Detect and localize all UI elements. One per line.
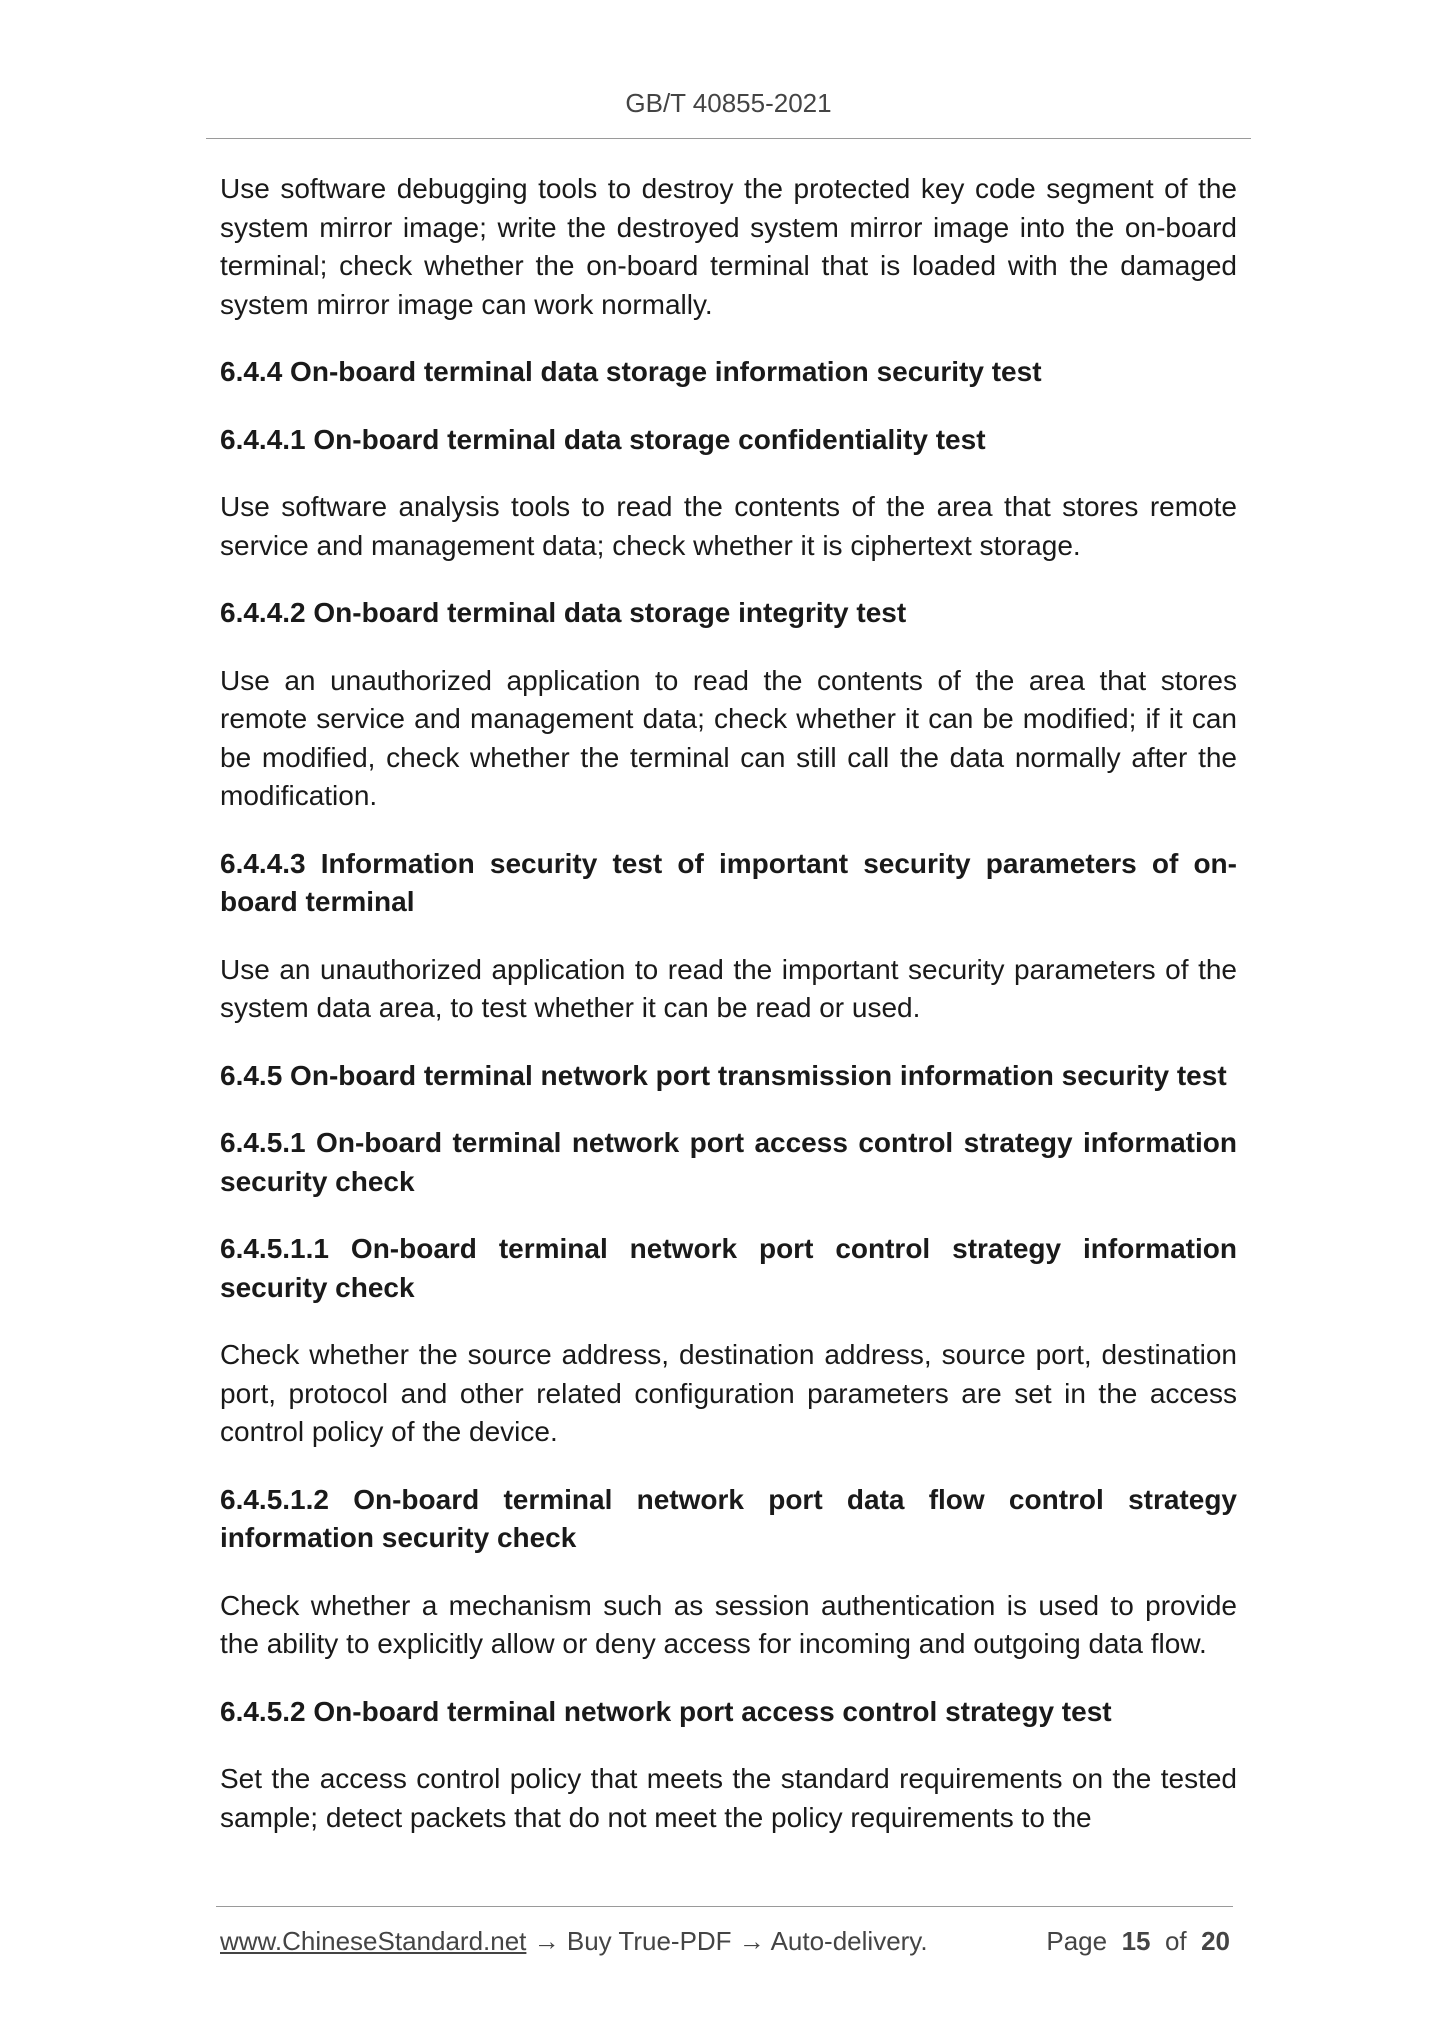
current-page-number: 15 xyxy=(1121,1926,1151,1956)
total-pages-number: 20 xyxy=(1201,1926,1230,1956)
footer-promo xyxy=(220,1926,928,1957)
paragraph: Use an unauthorized application to read the contents of the area that stores remote service and management data; check whether it can be modified; if it can be modified, check whether the terminal can still call the data normally after the modification. xyxy=(220,664,1237,811)
footer-divider xyxy=(216,1906,1233,1907)
section-heading: 6.4.5.1.2 On-board terminal network port data flow control strategy information security check xyxy=(220,1483,1237,1553)
page-indicator xyxy=(1046,1926,1230,1957)
footer-tagline: → Buy True-PDF → Auto-delivery. xyxy=(526,1926,928,1956)
page-label: Page xyxy=(1046,1926,1108,1956)
section-heading: 6.4.5.1 On-board terminal network port access control strategy information security check xyxy=(220,1127,1237,1197)
paragraph: Use software analysis tools to read the contents of the area that stores remote service and management data; check whether it is ciphertext storage. xyxy=(220,491,1237,561)
paragraph: Use software debugging tools to destroy the protected key code segment of the system mirror image; write the destroyed system mirror image into the on-board terminal; check whether the on-board terminal that is loaded with the damaged system mirror image can work normally. xyxy=(220,173,1237,320)
header-divider xyxy=(206,138,1251,139)
document-body xyxy=(220,170,1237,1866)
document-id-header: GB/T 40855-2021 xyxy=(625,88,832,118)
section-heading: 6.4.5.1.1 On-board terminal network port control strategy information security check xyxy=(220,1233,1237,1303)
paragraph: Set the access control policy that meets the standard requirements on the tested sample; detect packets that do not meet the policy requirements to the xyxy=(220,1763,1237,1833)
section-heading: 6.4.4.1 On-board terminal data storage confidentiality test xyxy=(220,423,986,455)
section-heading: 6.4.4.3 Information security test of important security parameters of on-board terminal xyxy=(220,847,1237,917)
website-link[interactable]: www.ChineseStandard.net xyxy=(220,1926,527,1956)
section-heading: 6.4.5 On-board terminal network port transmission information security test xyxy=(220,1059,1227,1091)
of-label: of xyxy=(1164,1926,1187,1956)
paragraph: Check whether the source address, destination address, source port, destination port, protocol and other related configuration parameters are set in the access control policy of the device. xyxy=(220,1339,1237,1447)
section-heading: 6.4.4 On-board terminal data storage information security test xyxy=(220,356,1042,387)
section-heading: 6.4.5.2 On-board terminal network port access control strategy test xyxy=(220,1695,1112,1727)
paragraph: Use an unauthorized application to read the important security parameters of the system data area, to test whether it can be read or used. xyxy=(220,953,1237,1023)
page-footer xyxy=(220,1926,1230,1957)
section-heading: 6.4.4.2 On-board terminal data storage integrity test xyxy=(220,597,907,628)
paragraph: Check whether a mechanism such as session authentication is used to provide the ability to explicitly allow or deny access for incoming and outgoing data flow. xyxy=(220,1589,1237,1659)
